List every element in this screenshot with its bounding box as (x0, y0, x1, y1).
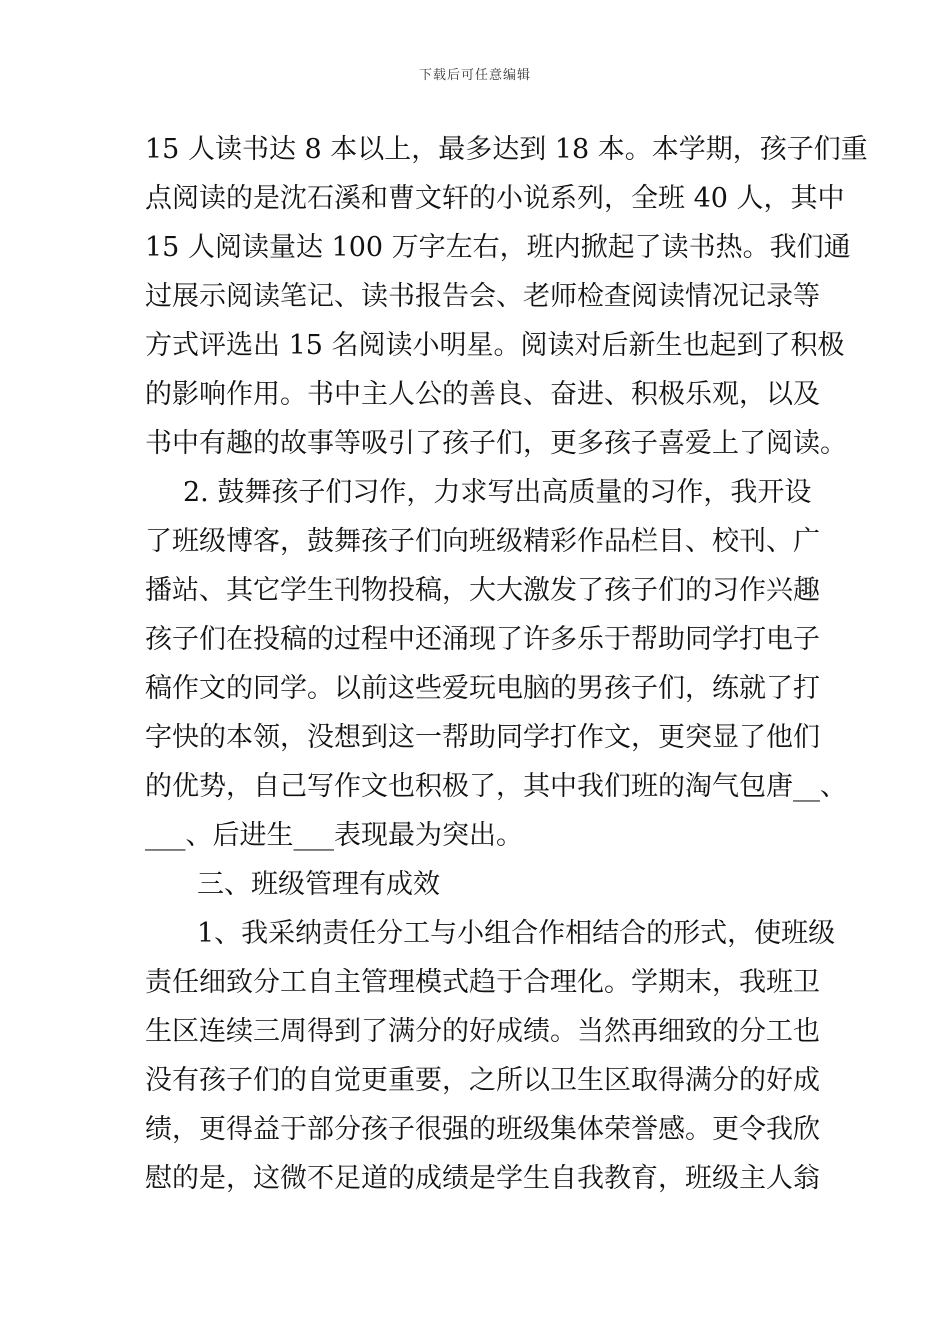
text-line: 点阅读的是沈石溪和曹文轩的小说系列，全班 40 人，其中 (145, 183, 845, 214)
text-line: ___、后进生___表现最为突出。 (145, 820, 523, 851)
paragraph-start: 2. 鼓舞孩子们习作，力求写出高质量的习作，我开设 (183, 477, 812, 508)
text-line: 慰的是，这微不足道的成绩是学生自我教育，班级主人翁 (145, 1163, 820, 1194)
text-line: 15 人阅读量达 100 万字左右，班内掀起了读书热。我们通 (145, 232, 851, 263)
text-line: 的影响作用。书中主人公的善良、奋进、积极乐观，以及 (145, 379, 820, 410)
text-line: 绩，更得益于部分孩子很强的班级集体荣誉感。更令我欣 (145, 1114, 820, 1145)
text-line: 孩子们在投稿的过程中还涌现了许多乐于帮助同学打电子 (145, 624, 820, 655)
text-line: 方式评选出 15 名阅读小明星。阅读对后新生也起到了积极 (145, 330, 845, 361)
text-line: 稿作文的同学。以前这些爱玩电脑的男孩子们，练就了打 (145, 673, 820, 704)
text-line: 过展示阅读笔记、读书报告会、老师检查阅读情况记录等 (145, 281, 820, 312)
text-line: 的优势，自己写作文也积极了，其中我们班的淘气包唐__、 (145, 771, 847, 802)
text-line: 书中有趣的故事等吸引了孩子们，更多孩子喜爱上了阅读。 (145, 428, 847, 459)
text-line: 了班级博客，鼓舞孩子们向班级精彩作品栏目、校刊、广 (145, 526, 820, 557)
text-line: 播站、其它学生刊物投稿，大大激发了孩子们的习作兴趣 (145, 575, 820, 606)
text-line: 15 人读书达 8 本以上，最多达到 18 本。本学期，孩子们重 (145, 134, 868, 165)
page-header: 下载后可任意编辑 (418, 68, 531, 83)
text-line: 生区连续三周得到了满分的好成绩。当然再细致的分工也 (145, 1016, 820, 1047)
document-body (145, 125, 868, 1203)
paragraph-start: 1、我采纳责任分工与小组合作相结合的形式，使班级 (197, 918, 836, 949)
section-heading: 三、班级管理有成效 (197, 869, 440, 900)
text-line: 字快的本领，没想到这一帮助同学打作文，更突显了他们 (145, 722, 820, 753)
text-line: 责任细致分工自主管理模式趋于合理化。学期末，我班卫 (145, 967, 820, 998)
text-line: 没有孩子们的自觉更重要，之所以卫生区取得满分的好成 (145, 1065, 820, 1096)
